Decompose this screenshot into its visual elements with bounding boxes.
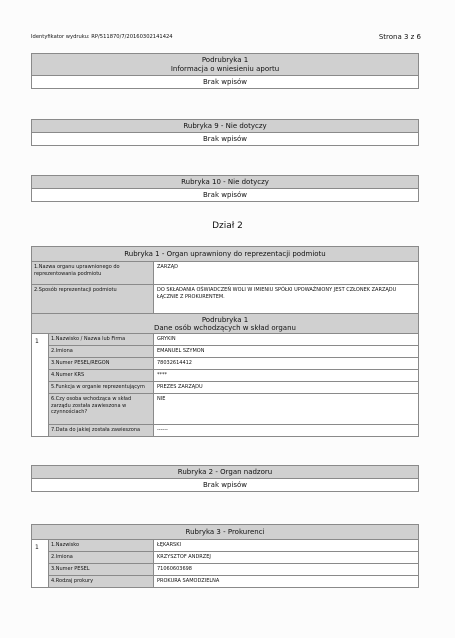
- row-label: 2.Imiona: [49, 552, 154, 563]
- table-title: Rubryka 1 - Organ uprawniony do reprezentacji podmiotu: [32, 247, 418, 262]
- table-row: [49, 346, 418, 358]
- entry-block: [32, 334, 418, 436]
- print-identifier: Identyfikator wydruku: RP/511870/7/20160302141424: [31, 34, 173, 40]
- row-value: NIE: [157, 396, 166, 402]
- row-label: 1.Nazwisko: [49, 540, 154, 551]
- table-row: [49, 358, 418, 370]
- subsection-header: [32, 314, 418, 334]
- table-row: [49, 576, 418, 587]
- subsection-title: Podrubryka 1: [201, 316, 249, 324]
- table-title: Rubryka 3 - Prokurenci: [32, 525, 418, 540]
- table-row: [49, 552, 418, 564]
- row-label: 1.Nazwa organu uprawnionego do reprezentowania podmiotu: [32, 262, 154, 284]
- table-row: [49, 564, 418, 576]
- podrubryka-aport-box: [31, 53, 419, 89]
- row-value: DO SKŁADANIA OŚWIADCZEŃ WOLI W IMIENIU SPÓŁKI UPOWAŻNIONY JEST CZŁONEK ZARZĄDU ŁĄCZNIE Z PROKURENTEM.: [157, 287, 397, 300]
- row-value: ****: [157, 372, 167, 378]
- rubryka-10-box: [31, 175, 419, 202]
- table-row: [49, 382, 418, 394]
- box-title: Rubryka 9 - Nie dotyczy: [32, 120, 418, 133]
- section-title: Dział 2: [212, 221, 243, 231]
- row-value: PREZES ZARZĄDU: [157, 384, 203, 390]
- row-value: 71060603698: [157, 566, 192, 572]
- subsection-subtitle: Dane osób wchodzących w skład organu: [154, 324, 296, 332]
- rubryka-2-box: [31, 465, 419, 492]
- entry-number: 1: [32, 334, 49, 436]
- row-value: PROKURA SAMODZIELNA: [157, 578, 220, 584]
- row-label: 3.Numer PESEL: [49, 564, 154, 575]
- box-title: Podrubryka 1: [201, 56, 249, 64]
- row-label: 4.Rodzaj prokury: [49, 576, 154, 587]
- page-number: Strona 3 z 6: [378, 33, 421, 41]
- box-body: Brak wpisów: [202, 135, 248, 143]
- table-row: [32, 285, 418, 314]
- page-header: [31, 34, 421, 44]
- row-value: 78032614412: [157, 360, 192, 366]
- table-row: [49, 394, 418, 425]
- table-row: [49, 540, 418, 552]
- box-body: Brak wpisów: [202, 191, 248, 199]
- row-label: 2.Imiona: [49, 346, 154, 357]
- row-value: EMANUEL SZYMON: [157, 348, 205, 354]
- rubryka-9-box: [31, 119, 419, 146]
- box-body: Brak wpisów: [202, 481, 248, 489]
- box-title: Rubryka 10 - Nie dotyczy: [32, 176, 418, 189]
- box-subtitle: Informacja o wniesieniu aportu: [170, 65, 280, 73]
- box-header: [32, 54, 418, 76]
- row-value: GRYKIN: [157, 336, 176, 342]
- table-row: [32, 262, 418, 285]
- row-label: 7.Data do jakiej została zawieszona: [49, 425, 154, 436]
- table-row: [49, 425, 418, 436]
- row-label: 5.Funkcja w organie reprezentującym: [49, 382, 154, 393]
- rubryka-1-table: [31, 246, 419, 437]
- entry-block: [32, 540, 418, 587]
- row-label: 6.Czy osoba wchodząca w skład zarządu została zawieszona w czynnościach?: [49, 394, 154, 424]
- row-label: 1.Nazwisko / Nazwa lub Firma: [49, 334, 154, 345]
- row-value: ZARZĄD: [157, 264, 179, 270]
- row-label: 4.Numer KRS: [49, 370, 154, 381]
- table-row: [49, 334, 418, 346]
- row-label: 2.Sposób reprezentacji podmiotu: [32, 285, 154, 313]
- rubryka-3-table: [31, 524, 419, 588]
- row-label: 3.Numer PESEL/REGON: [49, 358, 154, 369]
- box-body: Brak wpisów: [202, 78, 248, 86]
- row-value: KRZYSZTOF ANDRZEJ: [157, 554, 211, 560]
- row-value: ------: [157, 427, 168, 433]
- entry-number: 1: [32, 540, 49, 587]
- box-title: Rubryka 2 - Organ nadzoru: [32, 466, 418, 479]
- row-value: ŁĘKARSKI: [157, 542, 181, 548]
- table-row: [49, 370, 418, 382]
